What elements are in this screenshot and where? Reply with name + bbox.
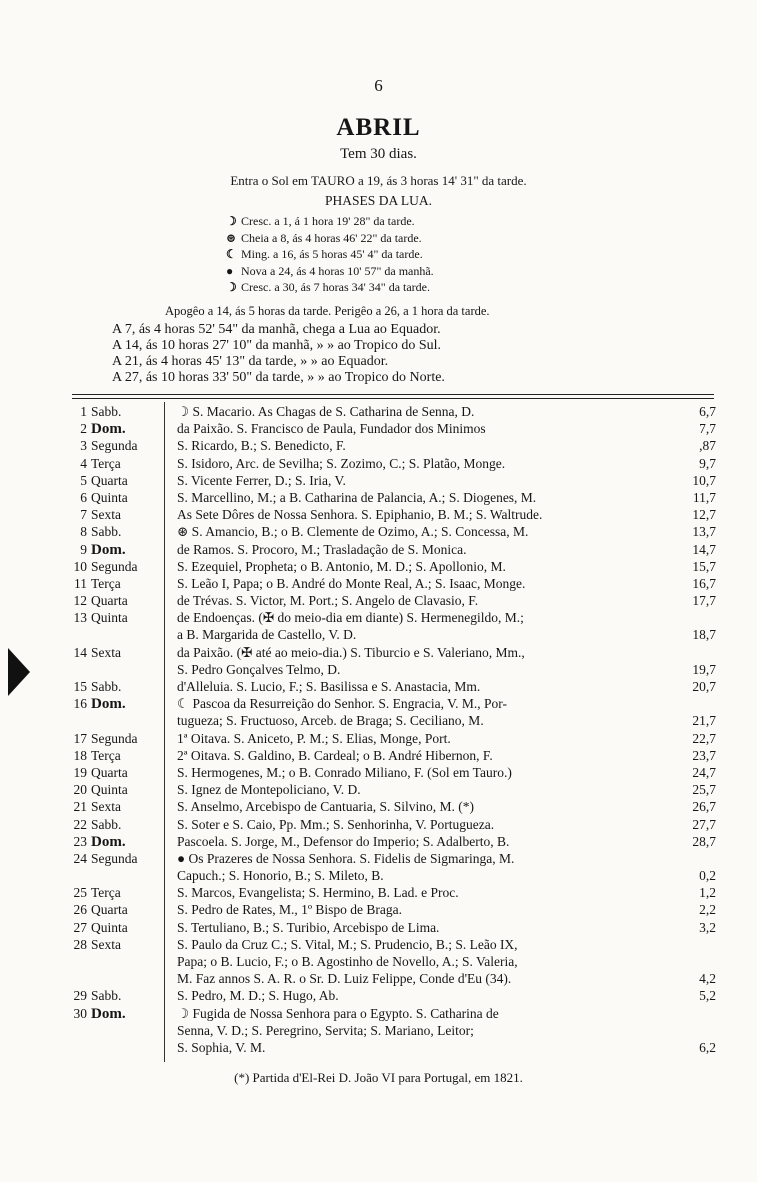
lunar-age: 1,2 [699, 885, 716, 901]
day-description: ☽ S. Macario. As Chagas de S. Catharina de Senna, D. [177, 404, 475, 419]
day-description: ☾ Pascoa da Resurreição do Senhor. S. Engracia, V. M., Por- [177, 696, 508, 712]
weekday: Quarta [91, 472, 128, 488]
day-entry [52, 592, 716, 609]
day-entry [52, 644, 716, 678]
day-line [52, 919, 716, 936]
lunar-age: ,87 [699, 438, 716, 454]
day-description: a B. Margarida de Castello, V. D. [177, 627, 357, 643]
day-line [52, 541, 716, 558]
day-entry [52, 523, 716, 540]
weekday: Sabb. [91, 988, 122, 1004]
day-number: 15 [73, 679, 87, 694]
weekday: Dom. [91, 696, 126, 713]
day-number: 6 [80, 489, 87, 505]
day-line [52, 437, 716, 454]
lunar-age: 17,7 [692, 593, 716, 609]
phase-row [226, 213, 434, 230]
day-entry [52, 489, 716, 506]
day-entry [52, 987, 716, 1004]
phase-text: Nova a 24, ás 4 horas 10' 57" da manhã. [241, 263, 434, 278]
day-line [52, 987, 716, 1004]
lunar-age: 3,2 [699, 919, 716, 935]
weekday: Sexta [91, 936, 121, 952]
lunar-age: 26,7 [692, 799, 716, 815]
lunar-age: 27,7 [692, 816, 716, 832]
lunar-age: 22,7 [692, 730, 716, 746]
day-description: da Paixão. (✠ até ao meio-dia.) S. Tiburcio e S. Valeriano, Mm., [177, 644, 525, 660]
day-line [52, 558, 716, 575]
day-line [52, 626, 716, 643]
day-description: Papa; o B. Lucio, F.; o B. Agostinho de Novello, A.; S. Valeria, [177, 954, 518, 969]
top-rule [72, 394, 714, 395]
day-entry [52, 472, 716, 489]
lunar-age: 13,7 [692, 524, 716, 540]
weekday: Terça [91, 575, 121, 591]
day-description: S. Marcellino, M.; a B. Catharina de Palancia, A.; S. Diogenes, M. [177, 489, 537, 505]
day-line [52, 695, 716, 712]
lunar-age: 12,7 [692, 507, 716, 523]
day-description: S. Soter e S. Caio, Pp. Mm.; S. Senhorinha, V. Portugueza. [177, 816, 495, 832]
day-description: Capuch.; S. Honorio, B.; S. Mileto, B. [177, 868, 384, 884]
phase-row [226, 263, 434, 280]
weekday: Segunda [91, 730, 138, 746]
day-entry [52, 695, 716, 729]
day-line [52, 575, 716, 592]
day-description: S. Ezequiel, Propheta; o B. Antonio, M. D.; S. Apollonio, M. [177, 558, 506, 574]
day-number: 1 [80, 404, 87, 419]
sun-entry: Entra o Sol em TAURO a 19, ás 3 horas 14' 31" da tarde. [230, 173, 527, 188]
day-line [52, 523, 716, 540]
day-description: S. Pedro de Rates, M., 1º Bispo de Braga. [177, 902, 403, 918]
weekday: Quarta [91, 902, 128, 918]
weekday: Quarta [91, 764, 128, 780]
day-line [52, 1005, 716, 1022]
day-line [52, 592, 716, 609]
footnote: (*) Partida d'El-Rei D. João VI para Portugal, em 1821. [234, 1070, 523, 1085]
day-line [52, 455, 716, 472]
day-number: 24 [73, 850, 87, 866]
day-entry [52, 437, 716, 454]
day-line [52, 953, 716, 970]
page-subtitle: Tem 30 dias. [340, 146, 417, 162]
day-number: 25 [73, 885, 87, 901]
day-entry [52, 798, 716, 815]
day-description: S. Ignez de Montepoliciano, V. D. [177, 782, 361, 798]
day-number: 18 [73, 747, 87, 763]
page-number: 6 [374, 76, 383, 95]
day-entry [52, 1005, 716, 1057]
moon-phase-icon: ☾ [226, 247, 237, 261]
day-entry [52, 833, 716, 850]
day-number: 26 [73, 902, 87, 918]
weekday: Sabb. [91, 524, 122, 540]
lunar-age: 10,7 [692, 472, 716, 488]
lunar-age: 20,7 [692, 679, 716, 694]
day-number: 8 [80, 524, 87, 540]
day-number: 17 [73, 730, 87, 746]
day-number: 7 [80, 507, 87, 523]
day-number: 30 [73, 1005, 87, 1021]
lunar-age: 5,2 [699, 988, 716, 1004]
day-line [52, 764, 716, 781]
day-description: ● Os Prazeres de Nossa Senhora. S. Fidelis de Sigmaringa, M. [177, 850, 515, 866]
day-description: Pascoela. S. Jorge, M., Defensor do Imperio; S. Adalberto, B. [177, 833, 510, 849]
day-description: S. Paulo da Cruz C.; S. Vital, M.; S. Prudencio, B.; S. Leão IX, [177, 936, 518, 952]
day-number: 10 [73, 558, 87, 574]
lunar-age: 23,7 [692, 747, 716, 763]
day-line [52, 420, 716, 437]
weekday: Segunda [91, 438, 138, 454]
phase-text: Cresc. a 30, ás 7 horas 34' 34" da tarde. [241, 280, 431, 294]
day-line [52, 609, 716, 626]
day-entry [52, 678, 716, 695]
day-line [52, 644, 716, 661]
day-description: d'Alleluia. S. Lucio, F.; S. Basilissa e S. Anastacia, Mm. [177, 679, 481, 694]
moon-phase-icon: ☽ [226, 280, 237, 294]
day-line [52, 712, 716, 729]
weekday: Sabb. [91, 404, 122, 419]
day-number: 16 [73, 696, 87, 712]
day-entry [52, 558, 716, 575]
weekday: Quinta [91, 489, 128, 505]
day-entry [52, 747, 716, 764]
lunar-age: 16,7 [692, 575, 716, 591]
top-rule-thin [72, 398, 714, 399]
day-entry [52, 403, 716, 420]
lunar-age: 4,2 [699, 971, 716, 987]
day-description: de Trévas. S. Victor, M. Port.; S. Angelo de Clavasio, F. [177, 593, 479, 609]
day-entry [52, 609, 716, 643]
phase-row [226, 279, 434, 296]
weekday: Sexta [91, 644, 121, 660]
day-number: 29 [73, 988, 87, 1004]
day-number: 20 [73, 782, 87, 798]
weekday: Quinta [91, 610, 128, 626]
day-line [52, 472, 716, 489]
apogee-line: Apogêo a 14, ás 5 horas da tarde. Perigêo a 26, a 1 hora da tarde. [165, 304, 490, 318]
phases-heading: PHASES DA LUA. [325, 193, 432, 208]
lunar-age: 6,7 [699, 404, 716, 419]
lunar-age: 9,7 [699, 455, 716, 471]
equator-line: A 7, ás 4 horas 52' 54" da manhã, chega a Lua ao Equador. [112, 322, 441, 337]
day-line [52, 678, 716, 695]
day-line [52, 489, 716, 506]
day-number: 4 [80, 455, 87, 471]
day-entry [52, 764, 716, 781]
day-number: 23 [73, 833, 87, 849]
day-description: da Paixão. S. Francisco de Paula, Fundador dos Minimos [177, 421, 486, 437]
weekday: Sexta [91, 799, 121, 815]
day-number: 3 [80, 438, 87, 454]
day-description: S. Leão I, Papa; o B. André do Monte Real, A.; S. Isaac, Monge. [177, 575, 526, 591]
weekday: Dom. [91, 1005, 126, 1022]
day-number: 13 [73, 610, 87, 626]
day-description: 1ª Oitava. S. Aniceto, P. M.; S. Elias, Monge, Port. [177, 730, 451, 746]
day-line [52, 867, 716, 884]
day-line [52, 816, 716, 833]
day-entry [52, 781, 716, 798]
equator-line: A 14, ás 10 horas 27' 10" da manhã, » » ao Tropico do Sul. [112, 338, 442, 353]
day-entry [52, 455, 716, 472]
day-description: tugueza; S. Fructuoso, Arceb. de Braga; S. Ceciliano, M. [177, 713, 484, 729]
lunar-age: 14,7 [692, 541, 716, 557]
day-description: de Endoenças. (✠ do meio-dia em diante) S. Hermenegildo, M.; [177, 610, 524, 626]
day-entry [52, 730, 716, 747]
day-line [52, 850, 716, 867]
day-line [52, 661, 716, 678]
day-description: S. Ricardo, B.; S. Benedicto, F. [177, 438, 346, 454]
moon-phase-icon: ● [226, 263, 234, 278]
lunar-age: 15,7 [692, 558, 716, 574]
weekday: Dom. [91, 421, 126, 438]
day-number: 27 [73, 919, 87, 935]
weekday: Dom. [91, 833, 126, 850]
day-description: ☽ Fugida de Nossa Senhora para o Egypto. S. Catharina de [177, 1005, 499, 1021]
day-description: ⊛ S. Amancio, B.; o B. Clemente de Ozimo, A.; S. Concessa, M. [177, 524, 529, 540]
lunar-age: 21,7 [692, 713, 716, 729]
day-description: S. Pedro Gonçalves Telmo, D. [177, 661, 341, 677]
day-number: 19 [73, 764, 87, 780]
day-number: 14 [73, 644, 87, 660]
lunar-age: 19,7 [692, 661, 716, 677]
day-number: 11 [74, 575, 87, 591]
equator-line: A 21, ás 4 horas 45' 13" da tarde, » » ao Equador. [112, 354, 389, 369]
weekday: Quinta [91, 919, 128, 935]
phase-row [226, 230, 434, 247]
day-number: 9 [80, 541, 87, 557]
day-description: S. Isidoro, Arc. de Sevilha; S. Zozimo, C.; S. Platão, Monge. [177, 455, 506, 471]
lunar-age: 28,7 [692, 833, 716, 849]
day-line [52, 936, 716, 953]
lunar-age: 25,7 [692, 782, 716, 798]
day-description: As Sete Dôres de Nossa Senhora. S. Epiphanio, B. M.; S. Waltrude. [177, 507, 543, 523]
day-number: 5 [80, 472, 87, 488]
equator-lines [112, 322, 445, 386]
day-line [52, 901, 716, 918]
day-description: S. Marcos, Evangelista; S. Hermino, B. Lad. e Proc. [177, 885, 459, 901]
weekday: Quinta [91, 782, 128, 798]
lunar-age: 0,2 [699, 868, 716, 884]
day-entry [52, 919, 716, 936]
day-description: M. Faz annos S. A. R. o Sr. D. Luiz Felippe, Conde d'Eu (34). [177, 971, 512, 987]
phase-text: Cresc. a 1, á 1 hora 19' 28" da tarde. [241, 214, 415, 228]
day-number: 21 [73, 799, 87, 815]
day-description: S. Anselmo, Arcebispo de Cantuaria, S. Silvino, M. (*) [177, 799, 474, 815]
phase-row [226, 246, 434, 263]
day-entry [52, 901, 716, 918]
day-description: S. Tertuliano, B.; S. Turibio, Arcebispo de Lima. [177, 919, 440, 935]
day-description: S. Vicente Ferrer, D.; S. Iria, V. [177, 472, 346, 488]
day-line [52, 798, 716, 815]
day-line [52, 781, 716, 798]
moon-phases [226, 213, 434, 296]
day-line [52, 747, 716, 764]
day-number: 2 [80, 421, 87, 437]
moon-phase-icon: ☽ [226, 214, 237, 228]
day-entry [52, 506, 716, 523]
phase-text: Ming. a 16, ás 5 horas 45' 4" da tarde. [241, 247, 423, 261]
day-number: 22 [73, 816, 87, 832]
calendar-days [52, 403, 716, 1056]
weekday: Terça [91, 747, 121, 763]
lunar-age: 7,7 [699, 421, 716, 437]
lunar-age: 24,7 [692, 764, 716, 780]
phase-text: Cheia a 8, ás 4 horas 46' 22" da tarde. [241, 230, 422, 245]
lunar-age: 2,2 [699, 902, 716, 918]
day-line [52, 884, 716, 901]
lunar-age: 11,7 [692, 489, 716, 505]
weekday: Terça [91, 885, 121, 901]
weekday: Quarta [91, 593, 128, 609]
lunar-age: 18,7 [692, 627, 716, 643]
day-description: S. Hermogenes, M.; o B. Conrado Miliano, F. (Sol em Tauro.) [177, 764, 512, 780]
day-description: S. Sophia, V. M. [177, 1039, 266, 1055]
day-line [52, 730, 716, 747]
day-entry [52, 850, 716, 884]
equator-line: A 27, ás 10 horas 33' 50" da tarde, » » ao Tropico do Norte. [112, 370, 445, 385]
day-entry [52, 575, 716, 592]
day-description: Senna, V. D.; S. Peregrino, Servita; S. Mariano, Leitor; [177, 1022, 474, 1038]
weekday: Sabb. [91, 679, 122, 694]
page-title: ABRIL [336, 114, 421, 141]
day-line [52, 833, 716, 850]
weekday: Sabb. [91, 816, 122, 832]
day-entry [52, 884, 716, 901]
day-entry [52, 816, 716, 833]
lunar-age: 6,2 [699, 1039, 716, 1055]
day-entry [52, 541, 716, 558]
day-line [52, 403, 716, 420]
weekday: Segunda [91, 558, 138, 574]
weekday: Segunda [91, 850, 138, 866]
day-number: 28 [73, 936, 87, 952]
day-number: 12 [73, 593, 87, 609]
day-description: de Ramos. S. Procoro, M.; Trasladação de S. Monica. [177, 541, 467, 557]
day-line [52, 506, 716, 523]
day-line [52, 1039, 716, 1056]
day-description: 2ª Oitava. S. Galdino, B. Cardeal; o B. André Hibernon, F. [177, 747, 493, 763]
day-line [52, 1022, 716, 1039]
weekday: Dom. [91, 541, 126, 558]
day-description: S. Pedro, M. D.; S. Hugo, Ab. [177, 988, 339, 1004]
page-edge-marker-icon [8, 648, 30, 696]
weekday: Sexta [91, 507, 121, 523]
day-line [52, 970, 716, 987]
day-entry [52, 936, 716, 988]
day-entry [52, 420, 716, 437]
moon-phase-icon: ⊛ [226, 230, 237, 245]
weekday: Terça [91, 455, 121, 471]
